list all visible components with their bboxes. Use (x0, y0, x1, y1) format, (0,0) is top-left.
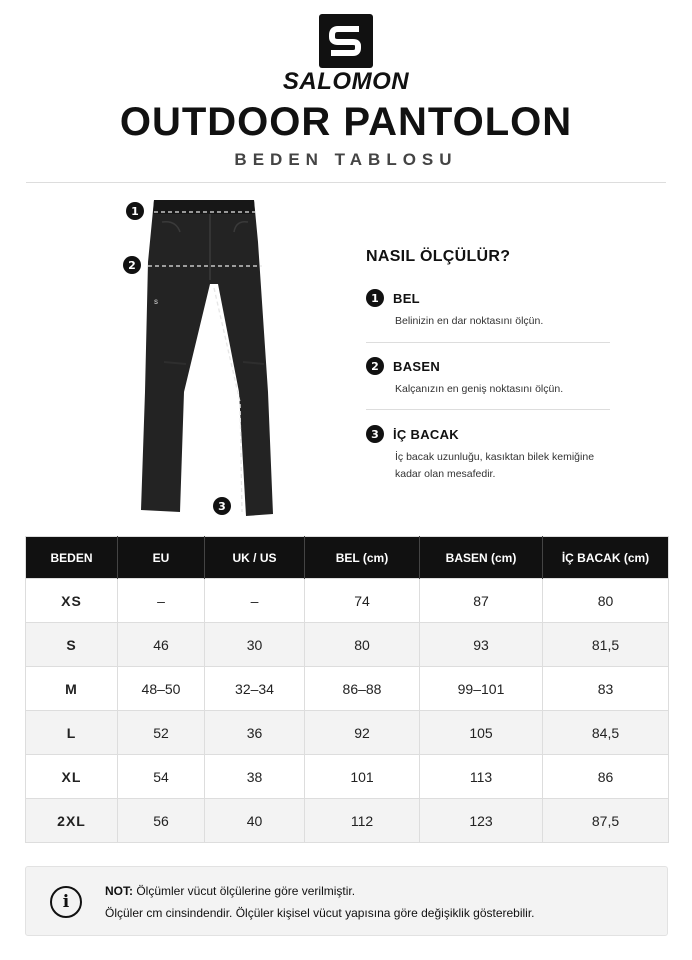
step-description: Belinizin en dar noktasını ölçün. (395, 315, 544, 327)
size-cell: XL (26, 755, 118, 799)
table-cell: 86–88 (305, 667, 420, 711)
table-cell: 105 (420, 711, 543, 755)
table-row (26, 711, 669, 755)
table-cell: 84,5 (543, 711, 669, 755)
table-cell: 36 (205, 711, 305, 755)
size-cell: L (26, 711, 118, 755)
table-cell: 30 (205, 623, 305, 667)
step-label: BEL (393, 290, 420, 306)
table-cell: 83 (543, 667, 669, 711)
table-cell: 74 (305, 579, 420, 623)
table-cell: 56 (118, 799, 205, 843)
hip-marker-badge: 2 (123, 256, 141, 274)
step-number-badge: 2 (366, 357, 384, 375)
size-cell: 2XL (26, 799, 118, 843)
table-cell: 80 (305, 623, 420, 667)
note-label: NOT: (105, 884, 133, 898)
column-header: EU (118, 537, 205, 579)
step-description: Kalçanızın en geniş noktasını ölçün. (395, 383, 564, 395)
column-header: BEDEN (26, 537, 118, 579)
step-number-badge: 3 (366, 425, 384, 443)
step-divider (366, 409, 610, 410)
page-subtitle: BEDEN TABLOSU (234, 150, 458, 169)
salomon-logo-icon (319, 14, 373, 68)
table-cell: 81,5 (543, 623, 669, 667)
measure-step-inseam (366, 425, 610, 483)
table-cell: 112 (305, 799, 420, 843)
table-cell: 99–101 (420, 667, 543, 711)
table-row (26, 799, 669, 843)
step-number-badge: 1 (366, 289, 384, 307)
note-line-1 (105, 884, 355, 898)
table-row (26, 623, 669, 667)
table-row (26, 755, 669, 799)
table-row (26, 579, 669, 623)
size-cell: M (26, 667, 118, 711)
pants-diagram (118, 192, 288, 522)
table-cell: 92 (305, 711, 420, 755)
table-cell: 101 (305, 755, 420, 799)
column-header: BEL (cm) (305, 537, 420, 579)
table-cell: 40 (205, 799, 305, 843)
column-header: İÇ BACAK (cm) (543, 537, 669, 579)
pants-illustration (118, 192, 288, 522)
step-label: BASEN (393, 358, 441, 374)
table-cell: 123 (420, 799, 543, 843)
table-cell: 113 (420, 755, 543, 799)
column-header: UK / US (205, 537, 305, 579)
table-cell: 52 (118, 711, 205, 755)
table-header-row (26, 537, 669, 579)
size-cell: S (26, 623, 118, 667)
brand-wordmark: SALOMON (282, 68, 410, 95)
header-divider (26, 182, 666, 183)
how-to-measure-title: NASIL ÖLÇÜLÜR? (366, 248, 511, 265)
note-line-2: Ölçüler cm cinsindendir. Ölçüler kişisel vücut yapısına göre değişiklik gösterebilir. (105, 906, 535, 920)
table-cell: – (205, 579, 305, 623)
table-cell: 80 (543, 579, 669, 623)
svg-text:S: S (154, 300, 159, 306)
logo-s-mark (326, 21, 366, 61)
step-divider (366, 342, 610, 343)
column-header: BASEN (cm) (420, 537, 543, 579)
size-chart-table (25, 536, 669, 843)
table-cell: 87,5 (543, 799, 669, 843)
table-row (26, 667, 669, 711)
note-box (25, 866, 668, 936)
table-cell: 46 (118, 623, 205, 667)
table-cell: 32–34 (205, 667, 305, 711)
inseam-marker-badge: 3 (213, 497, 231, 515)
table-cell: 86 (543, 755, 669, 799)
table-cell: 93 (420, 623, 543, 667)
table-cell: 38 (205, 755, 305, 799)
measure-step-hip (366, 357, 610, 398)
step-label: İÇ BACAK (393, 426, 459, 442)
table-cell: 48–50 (118, 667, 205, 711)
table-cell: 54 (118, 755, 205, 799)
measure-step-waist (366, 289, 610, 330)
info-icon: i (50, 886, 82, 918)
note-text-1: Ölçümler vücut ölçülerine göre verilmiştir. (136, 884, 356, 898)
page-title: OUTDOOR PANTOLON (119, 100, 573, 144)
table-cell: – (118, 579, 205, 623)
step-description: İç bacak uzunluğu, kasıktan bilek kemiğine kadar olan mesafedir. (395, 451, 595, 480)
waist-marker-badge: 1 (126, 202, 144, 220)
size-cell: XS (26, 579, 118, 623)
table-cell: 87 (420, 579, 543, 623)
